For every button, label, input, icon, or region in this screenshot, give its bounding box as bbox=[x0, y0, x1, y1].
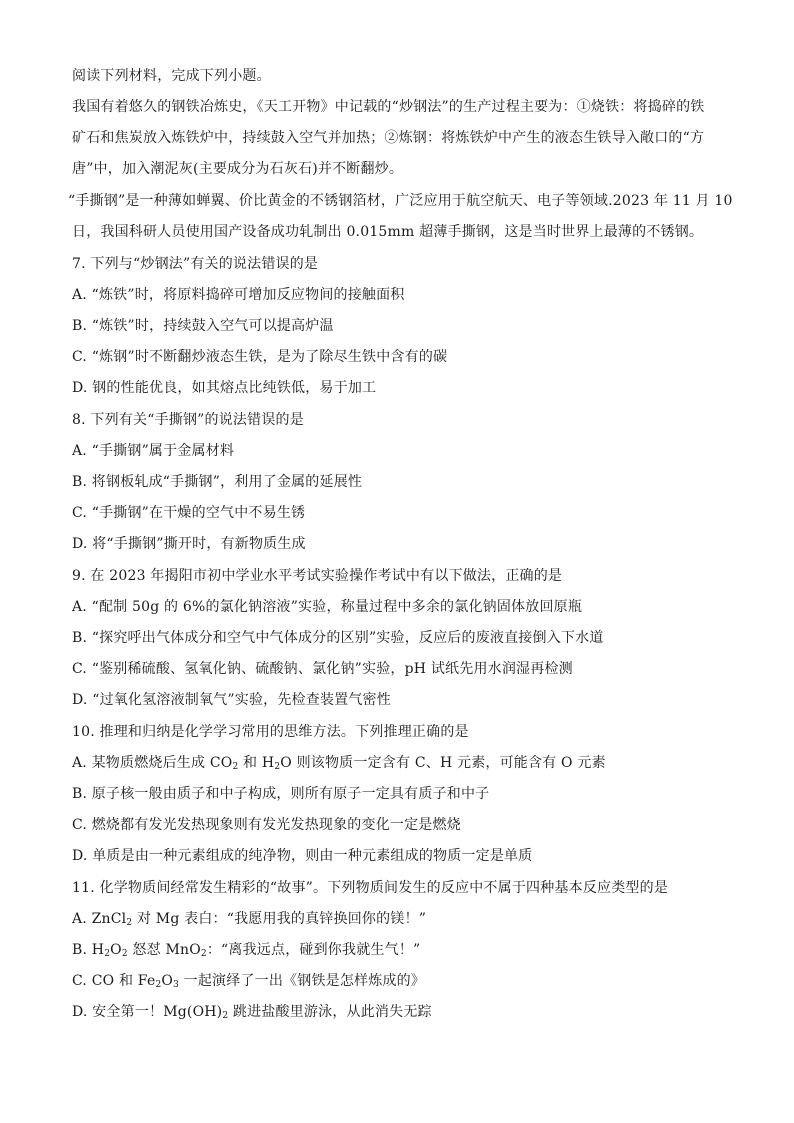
material-paragraph-2-line-2: 日，我国科研人员使用国产设备成功轧制出 0.015mm 超薄手撕钢，这是当时世界上最薄的不锈钢。 bbox=[72, 224, 704, 240]
question-7-option-d: D. 钢的性能优良，如其熔点比纯铁低，易于加工 bbox=[72, 380, 377, 396]
question-7-option-c: C. “炼钢”时不断翻炒液态生铁，是为了除尽生铁中含有的碳 bbox=[72, 349, 448, 365]
question-9-option-d: D. “过氧化氢溶液制氧气”实验，先检查装置气密性 bbox=[72, 692, 391, 708]
question-7-option-b: B. “炼铁”时，持续鼓入空气可以提高炉温 bbox=[72, 318, 334, 334]
question-8-option-a: A. “手撕钢”属于金属材料 bbox=[72, 443, 235, 459]
material-paragraph-2-line-1: “手撕钢”是一种薄如蝉翼、价比黄金的不锈钢箔材，广泛应用于航空航天、电子等领域.2023 年 11 月 10 bbox=[68, 193, 733, 209]
question-11-option-d: D. 安全第一！$Mg(OH)_2$ 跳进盐酸里游泳，从此消失无踪 bbox=[72, 1004, 432, 1021]
instruction-text: 阅读下列材料，完成下列小题。 bbox=[72, 68, 271, 84]
question-10-option-d: D. 单质是由一种元素组成的纯净物，则由一种元素组成的物质一定是单质 bbox=[72, 848, 533, 864]
question-8-option-b: B. 将钢板轧成“手撕钢”，利用了金属的延展性 bbox=[72, 474, 363, 490]
question-8-option-c: C. “手撕钢”在干燥的空气中不易生锈 bbox=[72, 505, 306, 521]
question-10-option-a: A. 某物质燃烧后生成 $CO_2$ 和 $H_2O$ 则该物质一定含有 C、H 元素，可能含有 O 元素 bbox=[72, 755, 606, 772]
question-10-stem: 10. 推理和归纳是化学学习常用的思维方法。下列推理正确的是 bbox=[72, 724, 469, 740]
question-9-option-c: C. “鉴别稀硫酸、氢氧化钠、硫酸钠、氯化钠”实验，pH 试纸先用水润湿再检测 bbox=[72, 661, 573, 677]
material-paragraph-1-line-3: 唐”中，加入潮泥灰(主要成分为石灰石)并不断翻炒。 bbox=[72, 161, 404, 177]
question-11-option-c: C. CO 和 $Fe_2O_3$ 一起演绎了一出《钢铁是怎样炼成的》 bbox=[72, 973, 426, 990]
question-8-option-d: D. 将“手撕钢”撕开时，有新物质生成 bbox=[72, 536, 306, 552]
question-10-option-b: B. 原子核一般由质子和中子构成，则所有原子一定具有质子和中子 bbox=[72, 786, 490, 802]
question-11-stem: 11. 化学物质间经常发生精彩的“故事”。下列物质间发生的反应中不属于四种基本反应类型的是 bbox=[72, 880, 669, 896]
question-10-option-c: C. 燃烧都有发光发热现象则有发光发热现象的变化一定是燃烧 bbox=[72, 817, 461, 833]
material-paragraph-1-line-2: 矿石和焦炭放入炼铁炉中，持续鼓入空气并加热；②炼钢：将炼铁炉中产生的液态生铁导入敞口的“方 bbox=[72, 130, 705, 146]
question-7-option-a: A. “炼铁”时，将原料捣碎可增加反应物间的接触面积 bbox=[72, 287, 405, 303]
question-9-stem: 9. 在 2023 年揭阳市初中学业水平考试实验操作考试中有以下做法，正确的是 bbox=[72, 568, 563, 584]
material-paragraph-1-line-1: 我国有着悠久的钢铁冶炼史，《天工开物》中记载的“炒钢法”的生产过程主要为：①烧铁：将捣碎的铁 bbox=[72, 99, 705, 115]
question-9-option-a: A. “配制 50g 的 6%的氯化钠溶液”实验，称量过程中多余的氯化钠固体放回原瓶 bbox=[72, 599, 583, 615]
question-9-option-b: B. “探究呼出气体成分和空气中气体成分的区别”实验，反应后的废液直接倒入下水道 bbox=[72, 630, 604, 646]
question-8-stem: 8. 下列有关“手撕钢”的说法错误的是 bbox=[72, 412, 304, 428]
question-11-option-a: A. ZnCl$_2$ 对 Mg 表白：“我愿用我的真锌换回你的镁！” bbox=[72, 911, 427, 928]
question-7-stem: 7. 下列与“炒钢法”有关的说法错误的是 bbox=[72, 256, 319, 272]
question-11-option-b: B. $H_2O_2$ 怒怼 MnO$_2$：“离我远点，碰到你我就生气！” bbox=[72, 942, 421, 959]
